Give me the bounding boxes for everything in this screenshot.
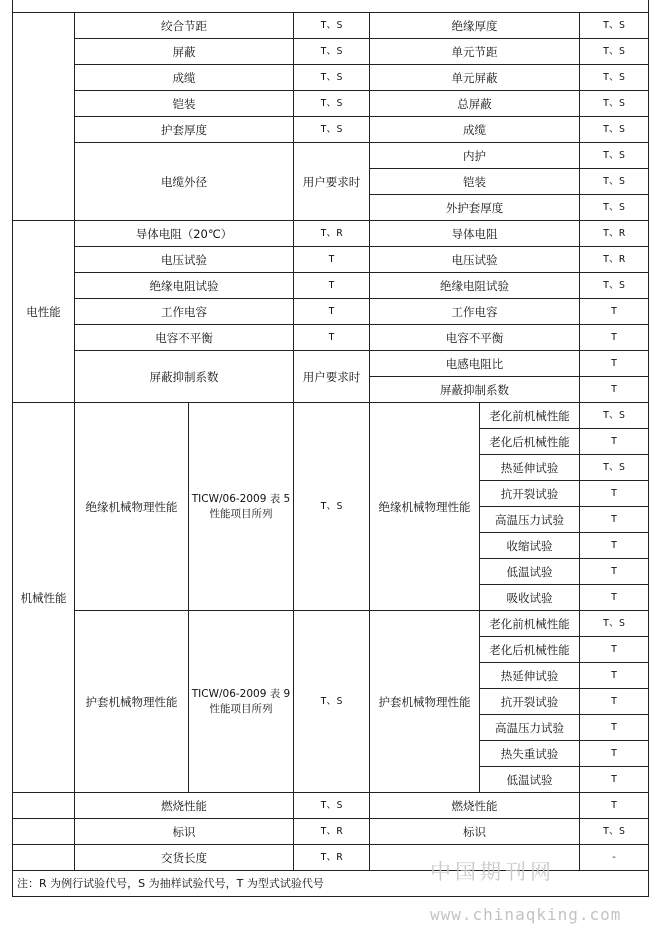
test-name-cell: 热延伸试验 — [480, 455, 580, 481]
item-cell-outer-diameter: 电缆外径 — [75, 143, 294, 221]
code-cell: T、S — [580, 403, 649, 429]
test-name-cell: 抗开裂试验 — [480, 689, 580, 715]
code-cell: T、S — [294, 91, 370, 117]
test-name-cell: 老化前机械性能 — [480, 403, 580, 429]
item-cell: 护套厚度 — [75, 117, 294, 143]
test-name-cell: 热延伸试验 — [480, 663, 580, 689]
table-row — [13, 325, 649, 351]
item-cell: 绝缘电阻试验 — [75, 273, 294, 299]
test-name-cell: 老化后机械性能 — [480, 429, 580, 455]
item-cell: 外护套厚度 — [370, 195, 580, 221]
table-top-left-line — [12, 0, 13, 12]
category-cell-blank — [13, 845, 75, 871]
code-cell: T、S — [580, 143, 649, 169]
table-row — [13, 221, 649, 247]
code-cell: T — [580, 351, 649, 377]
code-cell: T — [580, 715, 649, 741]
standard-ref-cell: TICW/06-2009 表 9 性能项目所列 — [189, 611, 294, 793]
code-cell: T — [580, 637, 649, 663]
code-cell: T、R — [580, 221, 649, 247]
item-cell: 工作电容 — [75, 299, 294, 325]
code-cell: T、S — [580, 13, 649, 39]
item-cell: 内护 — [370, 143, 580, 169]
code-cell: T — [580, 533, 649, 559]
item-cell: 单元屏蔽 — [370, 65, 580, 91]
code-cell: T — [580, 663, 649, 689]
item-cell: 电压试验 — [75, 247, 294, 273]
test-items-table — [12, 12, 649, 897]
test-name-cell: 收缩试验 — [480, 533, 580, 559]
table-row — [13, 13, 649, 39]
code-cell: T — [580, 585, 649, 611]
code-cell: T、S — [294, 403, 370, 611]
code-cell: T — [580, 793, 649, 819]
test-name-cell: 热失重试验 — [480, 741, 580, 767]
item-cell: 成缆 — [75, 65, 294, 91]
code-cell: T、S — [580, 195, 649, 221]
test-name-cell: 老化前机械性能 — [480, 611, 580, 637]
code-cell: T — [580, 481, 649, 507]
item-cell: 电容不平衡 — [370, 325, 580, 351]
code-cell: T — [294, 325, 370, 351]
table-row — [13, 65, 649, 91]
test-name-cell: 低温试验 — [480, 559, 580, 585]
item-cell: 交货长度 — [75, 845, 294, 871]
table-row — [13, 299, 649, 325]
table-row — [13, 611, 649, 637]
code-cell: - — [580, 845, 649, 871]
code-cell: T、S — [580, 611, 649, 637]
test-name-cell: 吸收试验 — [480, 585, 580, 611]
code-cell: T — [580, 429, 649, 455]
code-cell: T、S — [580, 455, 649, 481]
code-cell: T — [580, 325, 649, 351]
code-cell: 用户要求时 — [294, 143, 370, 221]
category-cell-blank — [13, 793, 75, 819]
item-cell-insulation-mech: 绝缘机械物理性能 — [75, 403, 189, 611]
item-cell: 铠装 — [370, 169, 580, 195]
code-cell: T — [580, 767, 649, 793]
category-cell-structure — [13, 13, 75, 221]
code-cell: T、S — [294, 65, 370, 91]
test-name-cell: 高温压力试验 — [480, 715, 580, 741]
footnote: 注：R 为例行试验代号，S 为抽样试验代号，T 为型式试验代号 — [13, 871, 649, 897]
code-cell: T — [580, 689, 649, 715]
item-cell: 绝缘电阻试验 — [370, 273, 580, 299]
item-cell: 屏蔽 — [75, 39, 294, 65]
code-cell: T、R — [294, 819, 370, 845]
code-cell: T、S — [580, 91, 649, 117]
item-cell: 电感电阻比 — [370, 351, 580, 377]
code-cell: T、S — [580, 273, 649, 299]
item-cell: 工作电容 — [370, 299, 580, 325]
item-cell: 电压试验 — [370, 247, 580, 273]
code-cell: T、S — [580, 819, 649, 845]
watermark-cn: 中国期刊网 — [430, 860, 555, 884]
item-cell: 标识 — [75, 819, 294, 845]
table-row — [13, 351, 649, 377]
category-cell-electrical: 电性能 — [13, 221, 75, 403]
category-cell-mechanical: 机械性能 — [13, 403, 75, 793]
item-cell: 导体电阻 — [370, 221, 580, 247]
item-cell: 成缆 — [370, 117, 580, 143]
table-row — [13, 819, 649, 845]
item-cell: 导体电阻（20℃） — [75, 221, 294, 247]
code-cell: T、S — [294, 39, 370, 65]
table-row — [13, 793, 649, 819]
code-cell: T、S — [580, 117, 649, 143]
code-cell: T、S — [294, 117, 370, 143]
watermark-url: www.chinaqking.com — [430, 905, 622, 924]
table-row — [13, 143, 649, 169]
code-cell: T、R — [294, 221, 370, 247]
table-row — [13, 91, 649, 117]
code-cell: T、S — [580, 39, 649, 65]
category-cell-blank — [13, 819, 75, 845]
standard-ref-cell: TICW/06-2009 表 5 性能项目所列 — [189, 403, 294, 611]
item-cell: 总屏蔽 — [370, 91, 580, 117]
table-row — [13, 117, 649, 143]
code-cell: T — [580, 559, 649, 585]
test-name-cell: 高温压力试验 — [480, 507, 580, 533]
code-cell: T — [580, 377, 649, 403]
code-cell: T — [580, 299, 649, 325]
code-cell: T — [294, 273, 370, 299]
item-cell: 标识 — [370, 819, 580, 845]
test-name-cell: 老化后机械性能 — [480, 637, 580, 663]
test-name-cell: 抗开裂试验 — [480, 481, 580, 507]
table-top-right-line — [648, 0, 649, 12]
item-cell: 绞合节距 — [75, 13, 294, 39]
table-row — [13, 39, 649, 65]
item-cell: 屏蔽抑制系数 — [370, 377, 580, 403]
code-cell: T、S — [294, 793, 370, 819]
code-cell: T — [580, 741, 649, 767]
code-cell: T — [580, 507, 649, 533]
code-cell: 用户要求时 — [294, 351, 370, 403]
table-row — [13, 273, 649, 299]
code-cell: T、R — [294, 845, 370, 871]
item-cell-sheath-mech-right: 护套机械物理性能 — [370, 611, 480, 793]
code-cell: T — [294, 247, 370, 273]
code-cell: T、S — [580, 65, 649, 91]
item-cell: 电容不平衡 — [75, 325, 294, 351]
code-cell: T — [294, 299, 370, 325]
item-cell-sheath-mech: 护套机械物理性能 — [75, 611, 189, 793]
item-cell-shield-factor: 屏蔽抑制系数 — [75, 351, 294, 403]
item-cell-insulation-mech-right: 绝缘机械物理性能 — [370, 403, 480, 611]
test-name-cell: 低温试验 — [480, 767, 580, 793]
item-cell: 单元节距 — [370, 39, 580, 65]
test-items-sheet — [12, 12, 648, 897]
item-cell: 燃烧性能 — [75, 793, 294, 819]
code-cell: T、S — [294, 611, 370, 793]
item-cell: 燃烧性能 — [370, 793, 580, 819]
item-cell: 铠装 — [75, 91, 294, 117]
code-cell: T、S — [294, 13, 370, 39]
item-cell: 绝缘厚度 — [370, 13, 580, 39]
table-row — [13, 403, 649, 429]
code-cell: T、S — [580, 169, 649, 195]
code-cell: T、R — [580, 247, 649, 273]
table-row — [13, 247, 649, 273]
